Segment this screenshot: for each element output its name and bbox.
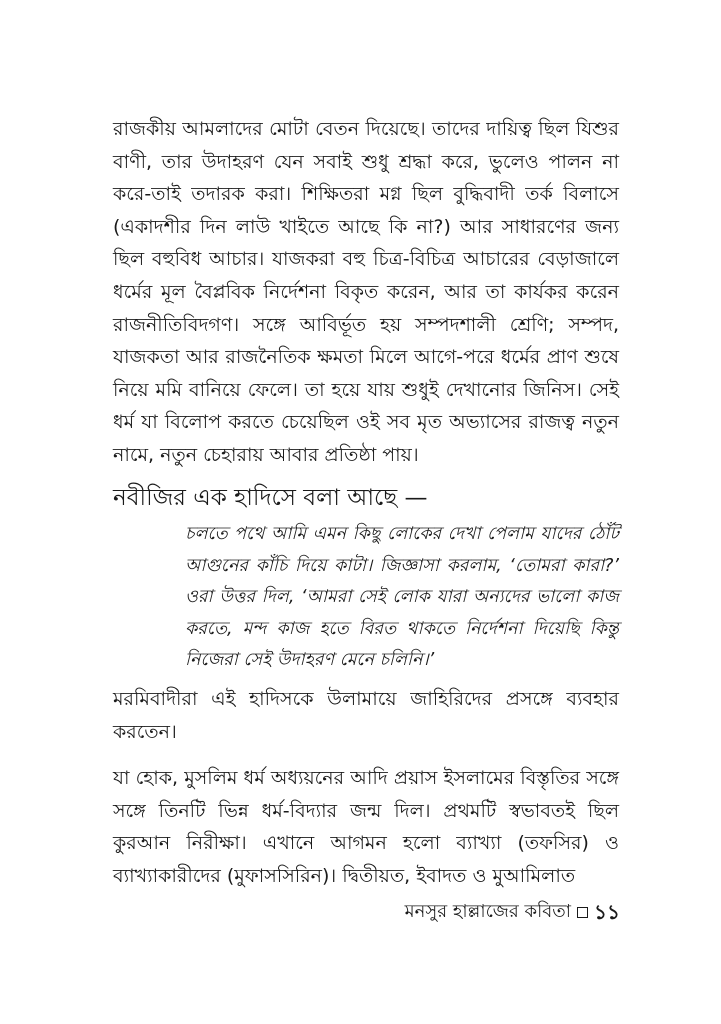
page-footer: [405, 898, 620, 926]
body-paragraph-3: যা হোক, মুসলিম ধর্ম অধ্যয়নের আদি প্রয়াস ইসলামের বিস্তৃতির সঙ্গে সঙ্গে তিনটি ভিন্ন ধর্ম-বিদ্যার জন্ম দিল। প্রথমটি স্বভাবতই ছিল কুরআন নিরীক্ষা। এখানে আগমন হলো ব্যাখ্যা (তফসির) ও ব্যাখ্যাকারীদের (মুফাসসিরিন)। দ্বিতীয়ত, ইবাদত ও মুআমিলাত: [113, 767, 619, 887]
running-book-title: মনসুর হাল্লাজের কবিতা: [404, 901, 572, 922]
body-paragraph-2: মরমিবাদীরা এই হাদিসকে উলামায়ে জাহিরিদের প্রসঙ্গে ব্যবহার করতেন।: [113, 688, 619, 743]
section-subheading: নবীজির এক হাদিসে বলা আছে —: [113, 485, 428, 511]
body-paragraph-1: রাজকীয় আমলাদের মোটা বেতন দিয়েছে। তাদের দায়িত্ব ছিল যিশুর বাণী, তার উদাহরণ যেন সবাই শুধু শ্রদ্ধা করে, ভুলেও পালন না করে-তাই তদারক করা। শিক্ষিতরা মগ্ন ছিল বুদ্ধিবাদী তর্ক বিলাসে (একাদশীর দিন লাউ খাইতে আছে কি না?) আর সাধারণের জন্য ছিল বহুবিধ আচার। যাজকরা বহু চিত্র-বিচিত্র আচারের বেড়াজালে ধর্মের মূল বৈপ্লবিক নির্দেশনা বিকৃত করেন, আর তা কার্যকর করেন রাজনীতিবিদগণ। সঙ্গে আবির্ভূত হয় সম্পদশালী শ্রেণি; সম্পদ, যাজকতা আর রাজনৈতিক ক্ষমতা মিলে আগে-পরে ধর্মের প্রাণ শুষে নিয়ে মমি বানিয়ে ফেলে। তা হয়ে যায় শুধুই দেখানোর জিনিস। সেই ধর্ম যা বিলোপ করতে চেয়েছিল ওই সব মৃত অভ্যাসের রাজত্ব নতুন নামে, নতুন চেহারায় আবার প্রতিষ্ঠা পায়।: [113, 118, 619, 466]
hadith-quote: চলতে পথে আমি এমন কিছু লোকের দেখা পেলাম যাদের ঠোঁট আগুনের কাঁচি দিয়ে কাটা। জিজ্ঞাসা করলাম, ‘তোমরা কারা?’ ওরা উত্তর দিল, ‘আমরা সেই লোক যারা অন্যদের ভালো কাজ করতে, মন্দ কাজ হতে বিরত থাকতে নির্দেশনা দিয়েছি কিন্তু নিজেরা সেই উদাহরণ মেনে চলিনি।’: [185, 524, 619, 670]
page-number: ১১: [594, 900, 620, 924]
square-separator-icon: [577, 907, 588, 918]
